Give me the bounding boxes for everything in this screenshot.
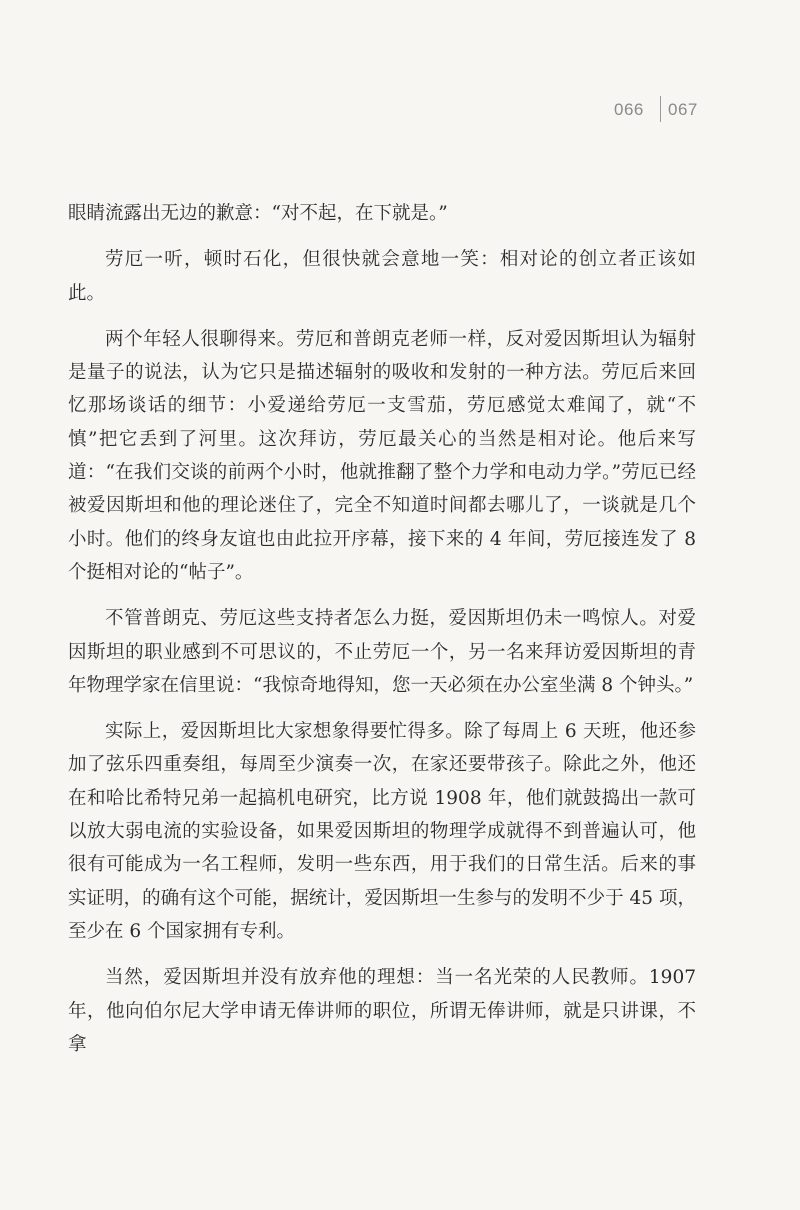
page-number-left: 066	[614, 100, 644, 119]
paragraph-6: 当然，爱因斯坦并没有放弃他的理想：当一名光荣的人民教师。1907 年，他向伯尔尼大学申请无俸讲师的职位，所谓无俸讲师，就是只讲课，不拿	[68, 967, 696, 1055]
paragraph-5: 实际上，爱因斯坦比大家想象得要忙得多。除了每周上 6 天班，他还参加了弦乐四重奏组，每周至少演奏一次，在家还要带孩子。除此之外，他还在和哈比希特兄弟一起搞机电研究，比方说 1908 年，他们就鼓捣出一款可以放大弱电流的实验设备，如果爱因斯坦的物理学成就得不到普遍认可，他很有可能成为一名工程师，发明一些东西，用于我们的日常生活。后来的事实证明，的确有这个可能，据统计，爱因斯坦一生参与的发明不少于 45 项，至少在 6 个国家拥有专利。	[68, 721, 696, 942]
paragraph-1: 眼睛流露出无边的歉意：“对不起，在下就是。”	[68, 203, 448, 224]
paragraph-2: 劳厄一听，顿时石化，但很快就会意地一笑：相对论的创立者正该如此。	[68, 249, 696, 304]
body-text	[68, 197, 696, 1061]
page-number-right: 067	[668, 100, 698, 119]
paragraph-4: 不管普朗克、劳厄这些支持者怎么力挺，爱因斯坦仍未一鸣惊人。对爱因斯坦的职业感到不可思议的，不止劳厄一个，另一名来拜访爱因斯坦的青年物理学家在信里说：“我惊奇地得知，您一天必须在办公室坐满 8 个钟头。”	[68, 608, 696, 696]
page-numbers	[600, 96, 710, 126]
page-number-divider	[660, 96, 661, 122]
paragraph-3: 两个年轻人很聊得来。劳厄和普朗克老师一样，反对爱因斯坦认为辐射是量子的说法，认为它只是描述辐射的吸收和发射的一种方法。劳厄后来回忆那场谈话的细节：小爱递给劳厄一支雪茄，劳厄感觉太难闻了，就“不慎”把它丢到了河里。这次拜访，劳厄最关心的当然是相对论。他后来写道：“在我们交谈的前两个小时，他就推翻了整个力学和电动力学。”劳厄已经被爱因斯坦和他的理论迷住了，完全不知道时间都去哪儿了，一谈就是几个小时。他们的终身友谊也由此拉开序幕，接下来的 4 年间，劳厄接连发了 8 个挺相对论的“帖子”。	[68, 328, 696, 583]
